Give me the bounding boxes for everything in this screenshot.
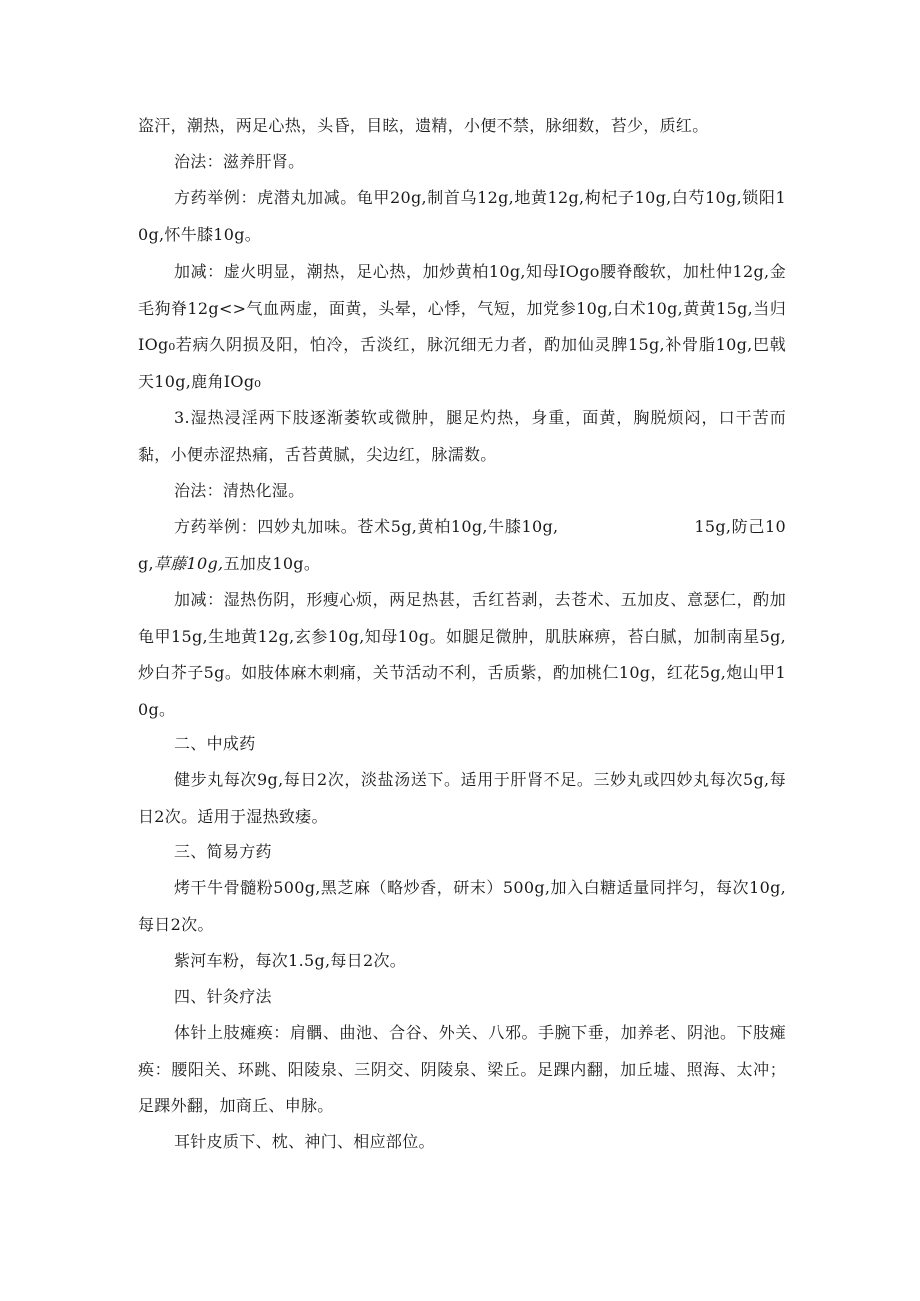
prescription-2-part-a: 方药举例：四妙丸加味。苍术5g,黄柏10g,牛膝10g,: [174, 517, 559, 536]
paragraph-simple-prescription-2: 紫河车粉，每次1.5g,每日2次。: [174, 951, 407, 970]
prescription-2-part-b: 15g,防己10g,: [138, 517, 786, 573]
prescription-2-italic-herb: 草藤10g,: [153, 553, 224, 573]
paragraph-prescription-1: 方药举例：虎潜丸加减。龟甲20g,制首乌12g,地黄12g,枸杞子10g,白芍10g,锁阳10g,怀牛膝10g。: [138, 188, 786, 244]
section-heading-acupuncture: 四、针灸疗法: [174, 987, 272, 1006]
section-heading-patent-medicine: 二、中成药: [174, 734, 256, 753]
paragraph-modification-1: 加减：虚火明显，潮热，足心热，加炒黄柏10g,知母IOgo腰脊酸软，加杜仲12g,金毛狗脊12g<>气血两虚，面黄，头晕，心悸，气短，加党参10g,白术10g,黄黄15g,当归IOg₀若病久阴损及阳，怕冷，舌淡红，脉沉细无力者，酌加仙灵脾15g,补骨脂10g,巴戟天10g,鹿角IOg₀: [138, 262, 786, 391]
paragraph-modification-2: 加减：湿热伤阴，形瘦心烦，两足热甚，舌红苔剥，去苍术、五加皮、意瑟仁，酌加龟甲15g,生地黄12g,玄参10g,知母10g。如腿足微肿，肌肤麻痹，苔白腻，加制南星5g,炒白芥子5g。如肢体麻木刺痛，关节活动不利，舌质紫，酌加桃仁10g，红花5g,炮山甲10g。: [138, 590, 786, 719]
paragraph-simple-prescription-1: 烤干牛骨髓粉500g,黑芝麻（略炒香，研末）500g,加入白糖适量同拌匀，每次10g,每日2次。: [138, 878, 786, 934]
paragraph-treatment-2: 治法：清热化湿。: [174, 481, 305, 500]
paragraph-body-acupuncture: 体针上肢瘫痪：肩髃、曲池、合谷、外关、八邪。手腕下垂，加养老、阴池。下肢瘫痪：腰阳关、环跳、阳陵泉、三阴交、阴陵泉、梁丘。足踝内翻，加丘墟、照海、太冲；足踝外翻，加商丘、申脉。: [138, 1023, 786, 1115]
paragraph-patent-medicine: 健步丸每次9g,每日2次，淡盐汤送下。适用于肝肾不足。三妙丸或四妙丸每次5g,每日2次。适用于湿热致痿。: [138, 770, 786, 826]
paragraph-treatment-1: 治法：滋养肝肾。: [174, 152, 305, 171]
paragraph-symptoms-cont: 盗汗，潮热，两足心热，头昏，目眩，遗精，小便不禁，脉细数，苔少，质红。: [138, 116, 709, 135]
paragraph-damp-heat: 3.湿热浸淫两下肢逐渐萎软或微肿，腿足灼热，身重，面黄，胸脱烦闷，口干苦而黏，小便赤涩热痛，舌苔黄腻，尖边红，脉濡数。: [138, 408, 786, 464]
paragraph-ear-acupuncture: 耳针皮质下、枕、神门、相应部位。: [174, 1132, 435, 1151]
prescription-2-part-d: 五加皮10g。: [223, 553, 321, 573]
paragraph-prescription-2: [138, 509, 786, 582]
section-heading-simple-prescription: 三、简易方药: [174, 842, 272, 861]
